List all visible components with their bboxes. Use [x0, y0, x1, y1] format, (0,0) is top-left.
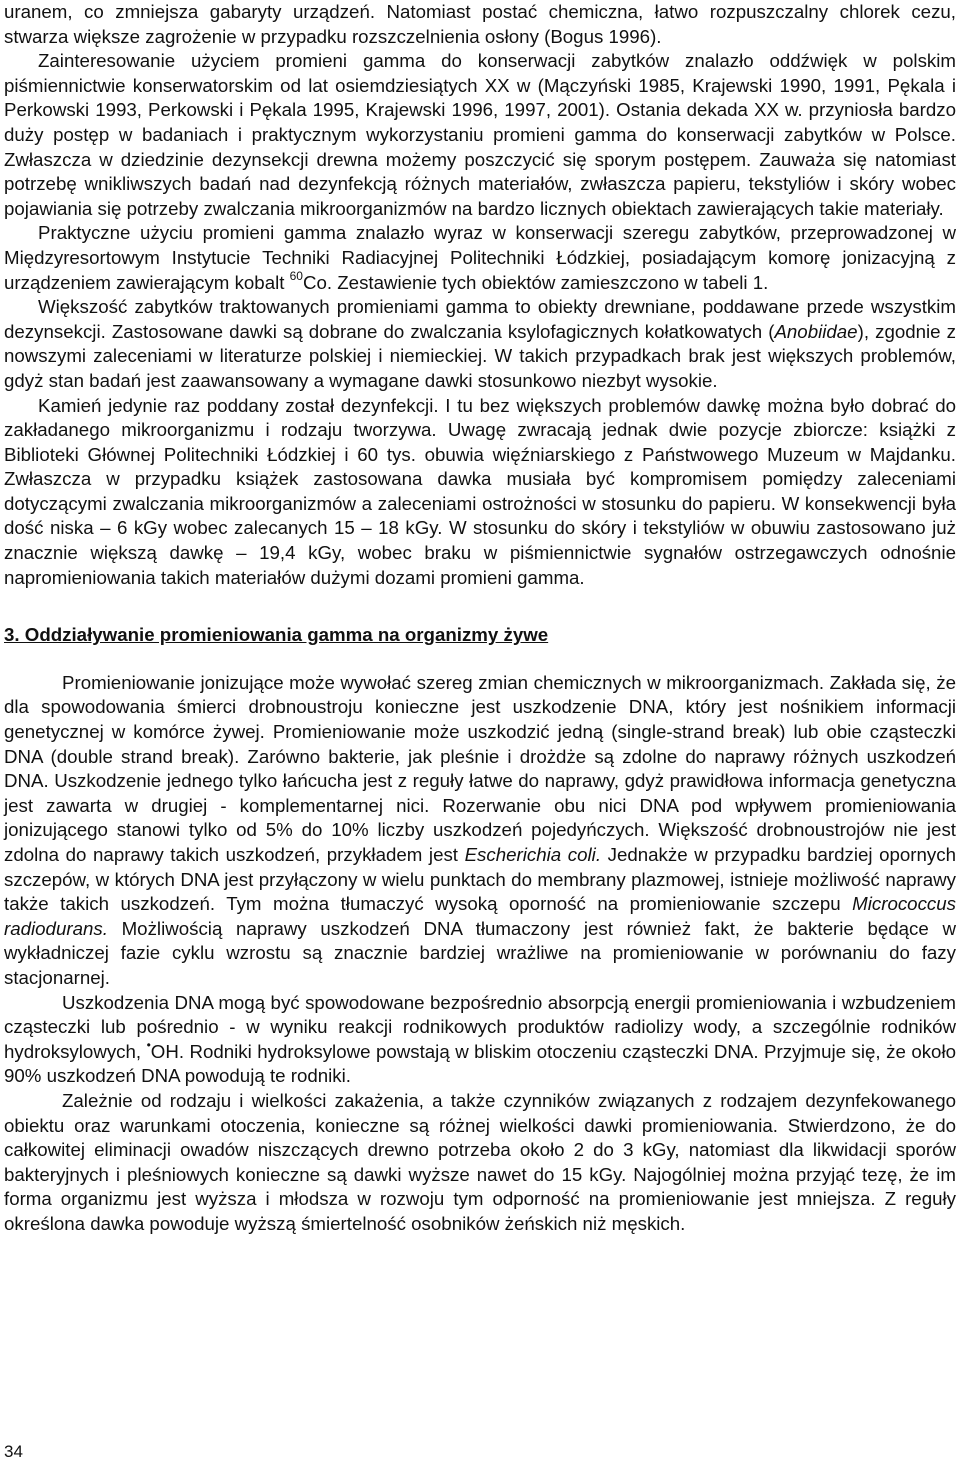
ionizing-text-mid: Jednakże w przypadku bardziej opornych szczepów, w których DNA jest przyłączony w wielu punktach do membrany plazmowej, istnieje możliwość naprawy także takich uszkodzeń. Tym można tłumaczyć wysoką oporność na promieniowanie szczepu [4, 844, 956, 915]
radical-dot-superscript: • [146, 1037, 151, 1052]
document-page [4, 0, 956, 1237]
cobalt-isotope-superscript: 60 [289, 268, 303, 283]
wooden-objects-text-end: ), zgodnie z nowszymi zaleceniami w literaturze polskiej i niemieckiej. W takich przypadkach brak jest większych problemów, gdyż stan badań jest zaawansowany a wymagane dawki stosunkowo niezbyt wysokie. [4, 320, 956, 391]
paragraph-dna-damage [4, 991, 956, 1089]
paragraph-dose-dependence: Zależnie od rodzaju i wielkości zakażenia, a także czynników związanych z rodzajem dezynfekowanego obiektu oraz warunkami otoczenia, konieczne są różnej wielkości dawki promieniowania. Stwierdzono, że do całkowitej eliminacji owadów niszczących drewno potrzeba około 2 do 3 kGy, natomiast dla likwidacji sporów bakteryjnych i pleśniowych konieczne są dawki wyższe nawet do 15 kGy. Najogólniej można przyjąć tezę, że im forma organizmu jest wyższa i młodsza w rozwoju tym odporność na promieniowanie jest mniejsza. Z reguły określona dawka powoduje wyższą śmiertelność osobników żeńskich niż męskich. [4, 1089, 956, 1234]
ionizing-text: Promieniowanie jonizujące może wywołać szereg zmian chemicznych w mikroorganizmach. Zakłada się, że dla spowodowania śmierci drobnoustroju konieczne jest uszkodzenie DNA, który jest nośnikiem informacji genetycznej w komórce żywej. Promieniowanie może uszkodzić jedną (single-strand break) lub obie cząsteczki DNA (double strand break). Zarówno bakterie, jak pleśnie i drożdże są zdolne do naprawy różnych uszkodzeń DNA. Uszkodzenie jednego tylko łańcucha jest z reguły łatwe do naprawy, gdyż prawidłowa informacja genetyczna jest zawarta w drugiej - komplementarnej nici. Rozerwanie obu nici DNA pod wpływem promieniowania jonizującego stanowi tylko od 5% do 10% liczby uszkodzeń pojedyńczych. Większość drobnoustrojów nie jest zdolna do naprawy takich uszkodzeń, przykładem jest [4, 671, 956, 865]
escherichia-coli-term: Escherichia coli. [464, 844, 602, 865]
paragraph-practical-use [4, 221, 956, 295]
micrococcus-term: Micrococcus radiodurans. [4, 893, 956, 939]
dna-damage-text-end: OH. Rodniki hydroksylowe powstają w bliskim otoczeniu cząsteczki DNA. Przyjmuje się, że około 90% uszkodzeń DNA powodują te rodniki. [4, 1040, 956, 1087]
page-number: 34 [4, 1442, 23, 1461]
paragraph-literature-interest: Zainteresowanie użyciem promieni gamma do konserwacji zabytków znalazło oddźwięk w polskim piśmiennictwie konserwatorskim od lat osiemdziesiątych XX w (Mączyński 1985, Krajewski 1990, 1991, Pękala i Perkowski 1993, Perkowski i Pękala 1995, Krajewski 1996, 1997, 2001). Ostania dekada XX w. przyniosła bardzo duży postęp w badaniach i praktycznym wykorzystaniu promieni gamma do konserwacji zabytków w Polsce. Zwłaszcza w dziedzinie dezynsekcji drewna możemy poszczycić się sporym postępem. Zauważa się natomiast potrzebę wnikliwszych badań nad dezynfekcją różnych materiałów, zwłaszcza papieru, tekstyliów i skóry wobec pojawiania się potrzeby zwalczania mikroorganizmów na bardzo licznych obiektach zawierających takie materiały. [4, 50, 956, 219]
paragraph-stone-and-books: Kamień jedynie raz poddany został dezynfekcji. I tu bez większych problemów dawkę można było dobrać do zakładanego mikroorganizmu i rodzaju tworzywa. Uwagę zwracają jednak dwie pozycje zbiorcze: książki z Biblioteki Głównej Politechniki Łódzkiej i 60 tys. obuwia więźniarskiego z Państwowego Muzeum w Majdanku. Zwłaszcza w przypadku książek zastosowana dawka musiała być kompromisem pomiędzy zaleceniami dotyczącymi zwalczania mikroorganizmów a zaleceniami ostrożności w stosunku do papieru. W konsekwencji była dość niska – 6 kGy wobec zalecanych 15 – 18 kGy. W stosunku do skóry i tekstyliów w obuwiu zastosowano już znacznie większą dawkę – 19,4 kGy, wobec braku w piśmiennictwie sygnałów ostrzegawczych odnośnie napromieniowania takich materiałów dużymi dozami promieni gamma. [4, 394, 956, 588]
practical-use-text: Praktyczne użyciu promieni gamma znalazło wyraz w konserwacji szeregu zabytków, przeprowadzonej w Międzyresortowym Instytucie Techniki Radiacyjnej Politechniki Łódzkiej, posiadającym komorę jonizacyjną z urządzeniem zawierającym kobalt [4, 222, 956, 293]
wooden-objects-text: Większość zabytków traktowanych promieniami gamma to obiekty drewniane, poddawane przede wszystkim dezynsekcji. Zastosowane dawki są dobrane do zwalczania ksylofagicznych kołatkowatych ( [4, 296, 956, 342]
paragraph-ionizing-radiation [4, 671, 956, 991]
dna-damage-text: Uszkodzenia DNA mogą być spowodowane bezpośrednio absorpcją energii promieniowania i wzbudzeniem cząsteczki lub pośrednio - w wyniku reakcji rodnikowych produktów radiolizy wody, a szczególnie rodników hydroksylowych, [4, 991, 956, 1062]
practical-use-text-end: Co. Zestawienie tych obiektów zamieszczono w tabeli 1. [302, 271, 769, 293]
anobiidae-term: Anobiidae [774, 320, 858, 342]
ionizing-text-end: Możliwością naprawy uszkodzeń DNA tłumaczony jest również fakt, że bakterie będące w wykładniczej fazie cyklu wzrostu są znacznie bardziej wrażliwe na promieniowanie w porównaniu do fazy stacjonarnej. [4, 917, 956, 988]
paragraph-continuation: uranem, co zmniejsza gabaryty urządzeń. Natomiast postać chemiczna, łatwo rozpuszczalny chlorek cezu, stwarza większe zagrożenie w przypadku rozszczelnienia osłony (Bogus 1996). [4, 1, 956, 47]
paragraph-wooden-objects [4, 295, 956, 393]
section-heading: 3. Oddziaływanie promieniowania gamma na organizmy żywe [4, 624, 549, 646]
